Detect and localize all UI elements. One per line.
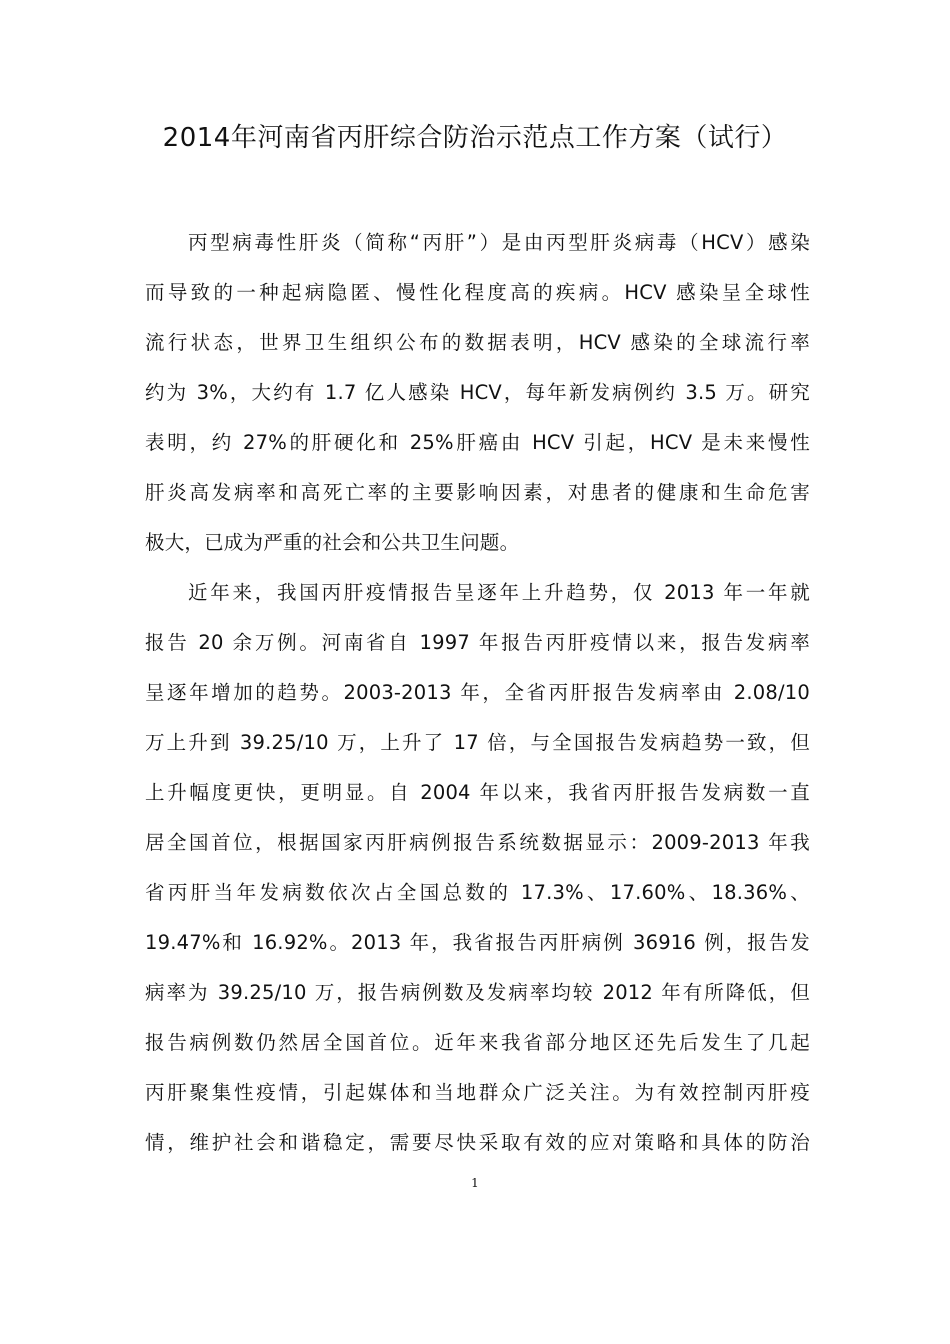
paragraph-line: 病率为 39.25/10 万，报告病例数及发病率均较 2012 年有所降低，但 [145, 981, 810, 1004]
paragraph-line: 报告病例数仍然居全国首位。近年来我省部分地区还先后发生了几起 [145, 1031, 810, 1054]
paragraph-line: 呈逐年增加的趋势。2003-2013 年，全省丙肝报告发病率由 2.08/10 [145, 681, 810, 704]
paragraph-line: 近年来，我国丙肝疫情报告呈逐年上升趋势，仅 2013 年一年就 [188, 581, 810, 604]
paragraph-line: 流行状态，世界卫生组织公布的数据表明，HCV 感染的全球流行率 [145, 331, 810, 354]
paragraph-line: 而导致的一种起病隐匿、慢性化程度高的疾病。HCV 感染呈全球性 [145, 281, 810, 304]
paragraph-line: 丙肝聚集性疫情，引起媒体和当地群众广泛关注。为有效控制丙肝疫 [145, 1081, 810, 1104]
paragraph-line: 万上升到 39.25/10 万，上升了 17 倍，与全国报告发病趋势一致，但 [145, 731, 810, 754]
paragraph-line: 肝炎高发病率和高死亡率的主要影响因素，对患者的健康和生命危害 [145, 481, 810, 504]
paragraph-line: 省丙肝当年发病数依次占全国总数的 17.3%、17.60%、18.36%、 [145, 881, 810, 904]
paragraph-line: 约为 3%，大约有 1.7 亿人感染 HCV，每年新发病例约 3.5 万。研究 [145, 381, 810, 404]
paragraph-line: 极大，已成为严重的社会和公共卫生问题。 [145, 531, 520, 554]
paragraph-line: 报告 20 余万例。河南省自 1997 年报告丙肝疫情以来，报告发病率 [145, 631, 810, 654]
paragraph-line: 表明，约 27%的肝硬化和 25%肝癌由 HCV 引起，HCV 是未来慢性 [145, 431, 810, 454]
paragraph-line: 居全国首位，根据国家丙肝病例报告系统数据显示：2009-2013 年我 [145, 831, 810, 854]
paragraph-1 [145, 218, 810, 568]
paragraph-line: 情，维护社会和谐稳定，需要尽快采取有效的应对策略和具体的防治 [145, 1131, 810, 1154]
paragraph-line: 丙型病毒性肝炎（简称“丙肝”）是由丙型肝炎病毒（HCV）感染 [188, 231, 810, 254]
paragraph-line: 19.47%和 16.92%。2013 年，我省报告丙肝病例 36916 例，报告发 [145, 931, 810, 954]
document-body [145, 218, 810, 1168]
paragraph-2 [145, 568, 810, 1168]
page-number: 1 [471, 1176, 479, 1190]
paragraph-line: 上升幅度更快，更明显。自 2004 年以来，我省丙肝报告发病数一直 [145, 781, 810, 804]
document-title: 2014年河南省丙肝综合防治示范点工作方案（试行） [162, 123, 788, 153]
